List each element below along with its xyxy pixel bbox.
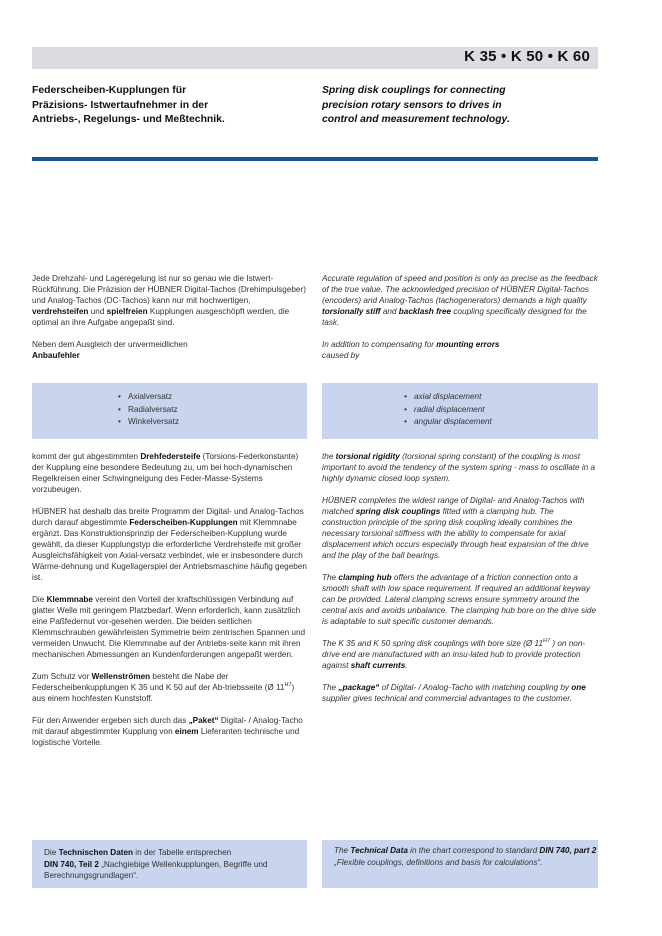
- headline-english-line: control and measurement technology.: [322, 114, 510, 125]
- headline-english-line: precision rotary sensors to drives in: [322, 99, 502, 111]
- note-text: The Technical Data in the chart correspond to standard DIN 740, part 2 „Flexible couplings, definitions and basis for calculations“.: [334, 846, 597, 867]
- misalignment-box-german: [32, 383, 307, 439]
- headline-german: [32, 84, 302, 128]
- german-intro: [32, 273, 308, 361]
- header-bar: [32, 47, 598, 69]
- misalignment-list: [404, 391, 492, 429]
- list-item: • Radialversatz: [118, 404, 179, 417]
- headline-german-line: Federscheiben-Kupplungen für: [32, 85, 187, 96]
- paragraph-package: Für den Anwender ergeben sich durch das „Paket“ Digital- / Analog-Tacho mit darauf abgestimmter Kupplung von einem Lieferanten technische und logistische Vorteile.: [32, 716, 303, 747]
- list-item: • axial displacement: [404, 391, 492, 404]
- list-item: • Axialversatz: [118, 391, 179, 404]
- paragraph-clamping-hub: Die Klemmnabe vereint den Vorteil der kraftschlüssigen Verbindung auf glatter Welle mit geringem Platzbedarf. Wenn erforderlich, kann zusätzlich eine Paßfedernut vor-gesehen werden. Die beiden seitlichen Klemmschrauben gewährleisten Symmetrie beim zentrischen Spannen und vermeiden Unwucht. Die Klemmnabe auf der Antriebs-seite kann mit ihren mechanischen Abmessungen an Kundenforderungen angepaßt werden.: [32, 595, 306, 659]
- paragraph-mounting-errors: Neben dem Ausgleich der unvermeidlichen Anbaufehler: [32, 340, 188, 360]
- technical-data-note-german: [32, 840, 307, 888]
- list-item: • angular displacement: [404, 416, 492, 429]
- english-intro: [322, 273, 598, 361]
- headline-german-line: Präzisions- Istwertaufnehmer in der: [32, 99, 209, 111]
- paragraph-precision: Accurate regulation of speed and position is only as precise as the feedback of the true value. The acknowledged precision of HÜBNER Digital-Tachos (encoders) and Analog-Tachos (tachogenerators) demands a high quality torsionally stiff and backlash free coupling specifically designed for the task.: [322, 274, 598, 327]
- paragraph-clamping-hub: The clamping hub offers the advantage of a friction connection onto a smooth shaft with low space requirement. If required an additional keyway can be provided. Lateral clamping screws ensure symmetry around the central axis and avoids unbalance. The clamping hub bore on the drive side is adaptable to suit specific customer demands.: [322, 573, 596, 626]
- list-item: • Winkelversatz: [118, 416, 179, 429]
- paragraph-torsional-rigidity: kommt der gut abgestimmten Drehfedersteife (Torsions-Federkonstante) der Kupplung eine besondere Bedeutung zu, um bei hoch-dynamischen Regelkreisen einer Schwingneigung des Feder-Masse-Systems vorzubeugen.: [32, 452, 299, 494]
- german-body: [32, 451, 308, 748]
- paragraph-precision: Jede Drehzahl- und Lageregelung ist nur so genau wie die Istwert-Rückführung. Die Präzision der HÜBNER Digital-Tachos (Drehimpulsgeber) und Analog-Tachos (DC-Tachos) kann nur mit hochwertigen, verdrehsteifen und spielfreien Kupplungen ausgeschöpft werden, die optimal an ihre Aufgabe angepaßt sind.: [32, 274, 306, 327]
- paragraph-shaft-currents: The K 35 and K 50 spring disk couplings with bore size (Ø $11^{H7}$ ) on non-drive end are manufactured with an insu-lated hub to provide protection against shaft currents.: [322, 638, 586, 670]
- headline-english-line: Spring disk couplings for connecting: [322, 85, 506, 96]
- misalignment-box-english: [322, 383, 598, 439]
- paragraph-product-range: HÜBNER hat deshalb das breite Programm der Digital- und Analog-Tachos durch darauf abgestimmte Federscheiben-Kupplungen mit Klemmnabe ergänzt. Das Konstruktionsprinzip der Federscheiben-Kupplung wurde gewählt, da dieser Kupplungstyp die erforderliche Verdrehsteife mit großer Ausgleichsfähigkeit von Axial-versatz verbindet, wie er insbesondere durch Wärme-dehnung und Kugellagerspiel der Antriebsmaschine häufig gegeben ist.: [32, 507, 307, 582]
- headline-english: [322, 84, 592, 128]
- paragraph-package: The „package“ of Digital- / Analog-Tacho with matching coupling by one supplier gives technical and commercial advantages to the customer.: [322, 683, 586, 703]
- english-body: [322, 451, 598, 704]
- note-text: Die Technischen Daten in der Tabelle entsprechen DIN 740, Teil 2 „Nachgiebige Wellenkupplungen, Begriffe und Berechnungsgrundlagen“.: [44, 848, 268, 880]
- accent-rule: [32, 157, 598, 161]
- paragraph-torsional-rigidity: the torsional rigidity (torsional spring constant) of the coupling is most important to avoid the tendency of the system spring - mass to oscillate in a highly dynamic closed loop system.: [322, 452, 596, 483]
- paragraph-mounting-errors: In addition to compensating for mounting errors caused by: [322, 340, 500, 360]
- list-item: • radial displacement: [404, 404, 492, 417]
- model-title: K 35 • K 50 • K 60: [464, 48, 590, 65]
- paragraph-product-range: HÜBNER completes the widest range of Digital- and Analog-Tachos with matched spring disk couplings fitted with a clamping hub. The construction principle of the spring disk coupling ideally combines the necessary torsional stiffness with the ability to compensate for axial displacement which occurs especially through heat expansion of the drive and the play of the ball bearings.: [322, 496, 589, 560]
- technical-data-note-english: [322, 840, 598, 888]
- paragraph-shaft-currents: Zum Schutz vor Wellenströmen besteht die Nabe der Federscheibenkupplungen K 35 und K 50 auf der Ab-triebsseite (Ø $11^{H7}$) aus einem hochfesten Kunststoff.: [32, 672, 295, 703]
- headline-german-line: Antriebs-, Regelungs- und Meßtechnik.: [32, 114, 225, 125]
- misalignment-list: [118, 391, 179, 429]
